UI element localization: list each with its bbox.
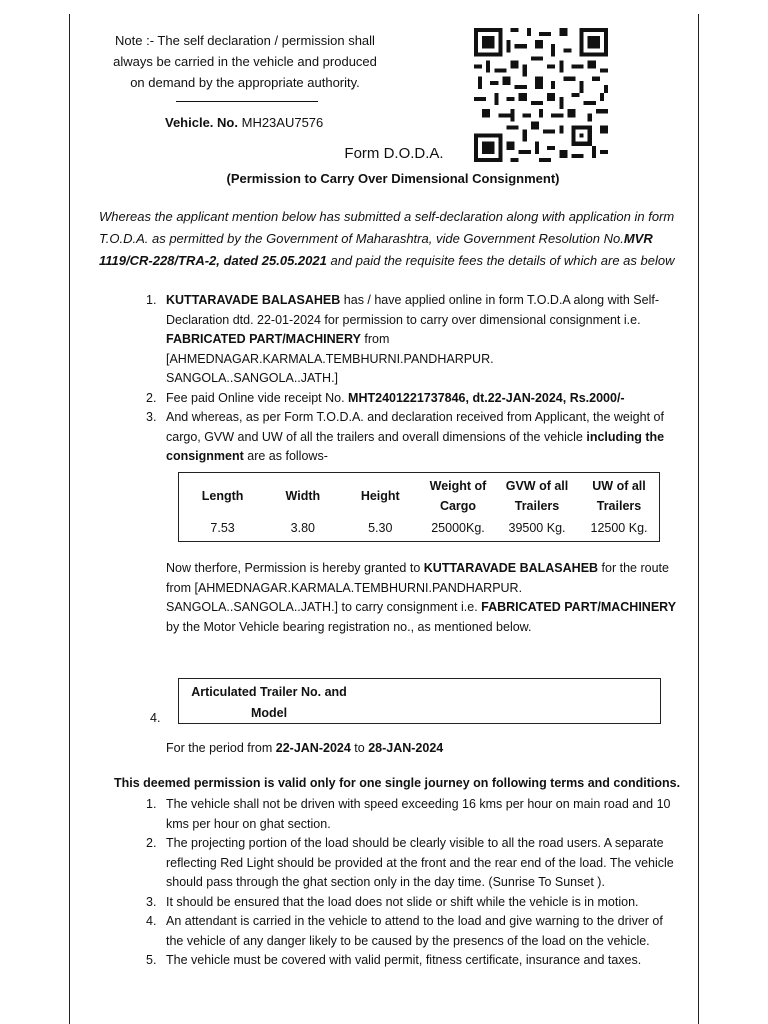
page-border-right (698, 14, 699, 1024)
header-uw: UW of all Trailers (592, 479, 646, 513)
value-height: 5.30 (368, 521, 393, 535)
list-item: 1. The vehicle shall not be driven with speed exceeding 16 kms per hour on main road and 10 kms per hour on ghat section. (146, 797, 671, 831)
terms-list (146, 795, 674, 971)
receipt-number: MHT2401221737846, dt.22-JAN-2024, Rs.2000/- (348, 390, 625, 405)
period-from: 22-JAN-2024 (275, 741, 351, 755)
trailer-box (178, 678, 661, 724)
dimensions-table (178, 472, 660, 542)
consignment-type: FABRICATED PART/MACHINERY (166, 332, 361, 346)
vehicle-number-line (165, 115, 323, 130)
resolution-reference: MVR 1119/CR-228/TRA-2, dated 25.05.2021 (99, 231, 653, 268)
intro-paragraph: Whereas the applicant mention below has submitted a self-declaration along with application in form T.O.D.A. as permitted by the Government of Maharashtra, vide Government Resolution No.MVR 1119/CR-228/TRA-2, dated 25.05.2021 and paid the requisite fees the details of which are as below (99, 209, 675, 268)
table-header-row (179, 473, 660, 520)
list-item: 2. The projecting portion of the load should be clearly visible to all the road users. A separate reflecting Red Light should be provided at the front and the rear end of the load. The vehicle should pass through the ghat section only in the day time. (Sunrise To Sunset ). (146, 836, 674, 889)
form-title: Form D.O.D.A. (344, 145, 444, 162)
table-row (179, 519, 660, 542)
value-gvw: 39500 Kg. (508, 521, 566, 535)
vehicle-label: Vehicle. No. (165, 115, 238, 130)
value-length: 7.53 (210, 521, 235, 535)
header-height: Height (360, 489, 400, 503)
self-declaration-note: Note :- The self declaration / permission shall always be carried in the vehicle and produced on demand by the appropriate authority. (113, 33, 377, 90)
list-item: 3. It should be ensured that the load does not slide or shift while the vehicle is in motion. (146, 894, 639, 909)
period-to: 28-JAN-2024 (368, 741, 444, 755)
permission-paragraph: Now therfore, Permission is hereby granted to KUTTARAVADE BALASAHEB for the route from [AHMEDNAGAR.KARMALA.TEMBHURNI.PANDHARPUR. SANGOLA..SANGOLA..JATH.] to carry consignment i.e. FABRICATED PART/MACHINERY by the Motor Vehicle bearing registration no., as mentioned below. (166, 561, 677, 634)
vehicle-number: MH23AU7576 (241, 115, 324, 130)
form-subtitle: (Permission to Carry Over Dimensional Consignment) (226, 171, 560, 186)
header-gvw: GVW of all Trailers (505, 479, 569, 513)
details-list (146, 291, 666, 467)
route: [AHMEDNAGAR.KARMALA.TEMBHURNI.PANDHARPUR. SANGOLA..SANGOLA..JATH.] (166, 351, 494, 385)
list-item: 5. The vehicle must be covered with valid permit, fitness certificate, insurance and taxes. (146, 953, 642, 967)
value-width: 3.80 (290, 521, 316, 535)
list-item: 3. And whereas, as per Form T.O.D.A. and declaration received from Applicant, the weight of cargo, GVW and UW of all the trailers and overall dimensions of the vehicle including the consignment are as follows- (146, 410, 665, 463)
list-item: 4. An attendant is carried in the vehicle to attend to the load and give warning to the driver of the vehicle of any danger likely to be caused by the presencs of the load on the vehicle. (146, 914, 663, 948)
header-cargo-weight: Weight of Cargo (429, 479, 487, 513)
deemed-permission-heading: This deemed permission is valid only for one single journey on following terms and conditions. (114, 776, 681, 790)
list-item: 2. Fee paid Online vide receipt No. MHT2401221737846, dt.22-JAN-2024, Rs.2000/- (146, 390, 625, 405)
trailer-label: Articulated Trailer No. and Model (191, 685, 347, 720)
value-cargo-weight: 25000Kg. (431, 521, 485, 535)
header-width: Width (285, 489, 321, 503)
applicant-name: KUTTARAVADE BALASAHEB (166, 293, 341, 307)
note-divider (176, 101, 318, 102)
qr-code-icon (474, 27, 608, 163)
value-uw: 12500 Kg. (590, 521, 648, 535)
trailer-item-number: 4. (150, 711, 161, 725)
permission-period: For the period from 22-JAN-2024 to 28-JAN-2024 (166, 741, 444, 755)
list-item: 1. KUTTARAVADE BALASAHEB has / have applied online in form T.O.D.A along with Self-Declaration dtd. 22-01-2024 for permission to carry over dimensional consignment i.e. FABRICATED PART/MACHINERY from [AHMEDNAGAR.KARMALA.TEMBHURNI.PANDHARPUR. SANGOLA..SANGOLA..JATH.] (146, 291, 666, 389)
header-length: Length (201, 489, 244, 503)
page-border-left (69, 14, 70, 1024)
